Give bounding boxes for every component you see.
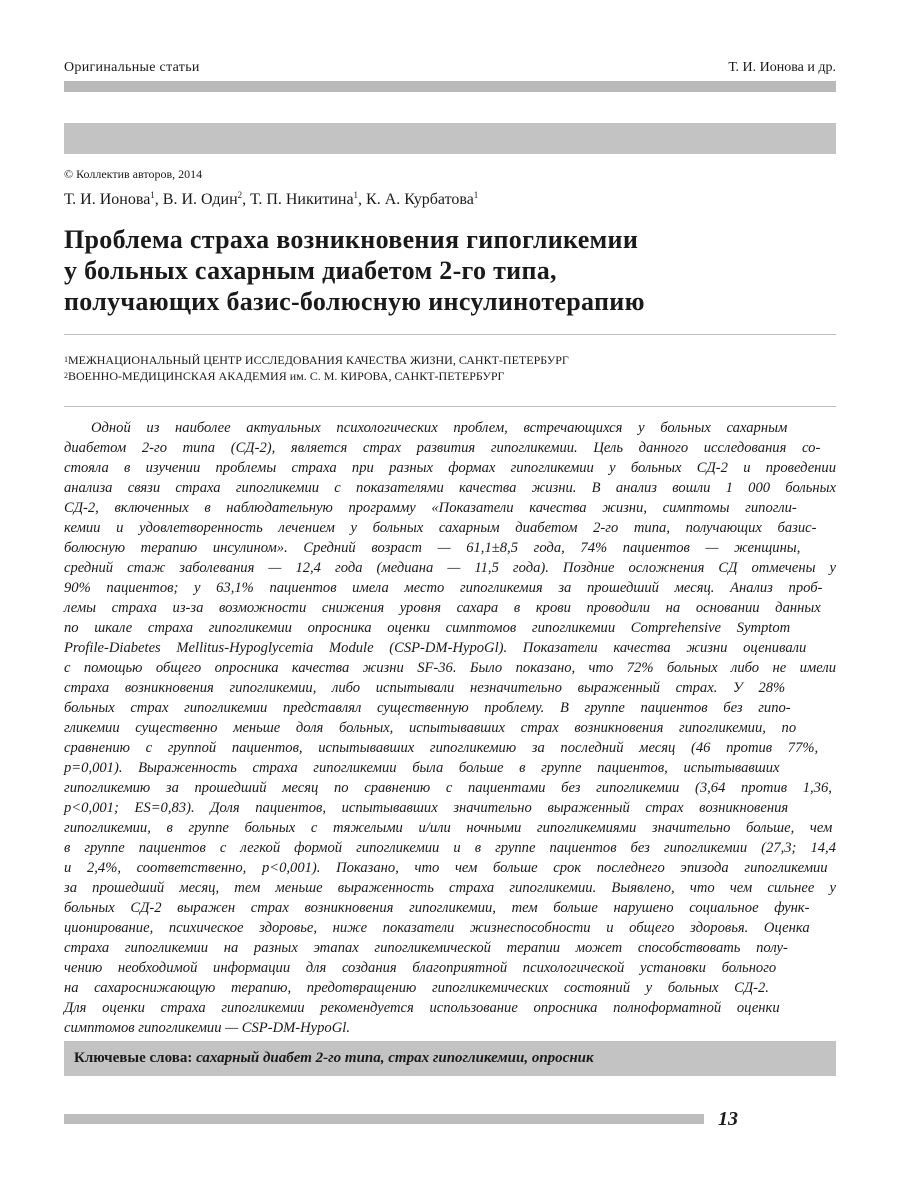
title-line: Проблема страха возникновения гипогликемии <box>64 225 639 254</box>
page-number: 13 <box>718 1108 738 1130</box>
abstract-line: больных СД-2 выражен страх возникновения гипогликемии, тем больше нарушено социальное функ- <box>64 900 810 916</box>
abstract-line: на сахароснижающую терапию, предотвращению гипогликемических состояний у больных СД-2. <box>64 980 769 996</box>
affiliation-divider <box>64 406 836 407</box>
copyright-line: © Коллектив авторов, 2014 <box>64 167 203 181</box>
abstract-line: больных страх гипогликемии представлял существенную проблему. В группе пациентов без гипо- <box>64 700 791 716</box>
footer-rule <box>64 1114 704 1124</box>
abstract-line: стояла в изучении проблемы страха при разных формах гипогликемии у больных СД-2 и проведении <box>64 460 836 476</box>
running-head-section: Оригинальные статьи <box>64 60 200 75</box>
abstract-line: болюсную терапию инсулином». Средний возраст — 61,1±8,5 года, 74% пациентов — женщины, <box>64 540 801 556</box>
abstract-line: 90% пациентов; у 63,1% пациентов имела место гипогликемия за прошедший месяц. Анализ проб- <box>64 580 823 596</box>
abstract-line: страха гипогликемии на разных этапах гипогликемической терапии может способствовать полу- <box>64 940 788 956</box>
abstract-line: анализа связи страха гипогликемии с показателями качества жизни. В анализ вошли 1 000 больных <box>64 480 836 496</box>
author-name: В. И. Один <box>162 191 238 208</box>
title-line: у больных сахарным диабетом 2-го типа, <box>64 256 557 285</box>
abstract-line: Profile-Diabetes Mellitus-Hypoglycemia Module (CSP-DM-HypoGl). Показатели качества жизни оценивали <box>64 640 807 656</box>
keywords-label: Ключевые слова: <box>74 1050 193 1066</box>
abstract-line: гипогликемию за прошедший месяц по сравнению с пациентами без гипогликемии (3,64 против 1,36, <box>64 780 832 796</box>
author-name: Т. И. Ионова <box>64 191 151 208</box>
abstract-line: и 2,4%, соответственно, p<0,001). Показано, что чем больше срок последнего эпизода гипогликемии <box>64 860 828 876</box>
abstract-line: диабетом 2-го типа (СД-2), является страх развития гипогликемии. Цель данного исследования со- <box>64 440 821 456</box>
affiliation-item <box>64 368 569 384</box>
author-name: Т. П. Никитина <box>250 191 354 208</box>
affiliation-text: ВОЕННО-МЕДИЦИНСКАЯ АКАДЕМИЯ им. С. М. КИРОВА, САНКТ-ПЕТЕРБУРГ <box>68 369 505 383</box>
author-affiliation-mark: 1 <box>353 190 359 200</box>
header-rule <box>64 81 836 92</box>
abstract-line: кемии и удовлетворенность лечением у больных сахарным диабетом 2-го типа, получающих базис- <box>64 520 817 536</box>
affiliation-text: МЕЖНАЦИОНАЛЬНЫЙ ЦЕНТР ИССЛЕДОВАНИЯ КАЧЕСТВА ЖИЗНИ, САНКТ-ПЕТЕРБУРГ <box>68 353 569 367</box>
affiliation-number: 2 <box>64 371 68 380</box>
abstract-line: гипогликемии, в группе больных с тяжелыми и/или ночными гипогликемиями значительно больше, чем <box>64 820 833 836</box>
author-list: Т. И. Ионова$^1$, В. И. Один$^2$, Т. П. Никитина$^1$, К. А. Курбатова$^1$ <box>64 190 479 208</box>
author-affiliation-mark: 2 <box>237 190 243 200</box>
abstract-line: Для оценки страха гипогликемии рекомендуется использование опросника полноформатной оценки <box>64 1000 780 1016</box>
abstract-line: средний стаж заболевания — 12,4 года (медиана — 11,5 года). Поздние осложнения СД отмечены у <box>64 560 836 576</box>
abstract-line: страха возникновения гипогликемии, либо испытывали незначительно выраженный страх. У 28% <box>64 680 786 696</box>
author-affiliation-mark: 1 <box>150 190 155 200</box>
keywords-box <box>64 1041 836 1076</box>
abstract-line: p<0,001; ES=0,83). Доля пациентов, испытывавших значительно выраженный страх возникновения <box>64 800 789 816</box>
abstract-line: по шкале страха гипогликемии опросника оценки симптомов гипогликемии Comprehensive Symptom <box>64 620 791 636</box>
abstract-line: гликемии существенно меньше доля больных, испытывавших страх возникновения гипогликемии, по <box>64 720 797 736</box>
affiliation-list <box>64 352 569 384</box>
author-name: К. А. Курбатова <box>366 191 474 208</box>
abstract-line: за прошедший месяц, тем меньше выраженность страха гипогликемии. Выявлено, что чем сильнее у <box>64 880 836 896</box>
affiliation-number: 1 <box>64 355 68 364</box>
abstract-line: лемы страха из-за возможности снижения уровня сахара в крови проводили на основании данных <box>64 600 821 616</box>
abstract-line: p=0,001). Выраженность страха гипогликемии была больше в группе пациентов, испытывавших <box>64 760 780 776</box>
abstract <box>64 418 836 1038</box>
author-affiliation-mark: 1 <box>473 190 479 200</box>
section-banner <box>64 123 836 154</box>
title-line: получающих базис-болюсную инсулинотерапию <box>64 287 645 316</box>
abstract-line: в группе пациентов с легкой формой гипогликемии и в группе пациентов без гипогликемии (27,3; 14,4 <box>64 840 836 856</box>
affiliation-item <box>64 352 569 368</box>
abstract-line: Одной из наиболее актуальных психологических проблем, встречающихся у больных сахарным <box>91 420 788 436</box>
abstract-line: чению необходимой информации для создания благоприятной психологической установки больного <box>64 960 777 976</box>
article-title <box>64 224 844 317</box>
title-divider <box>64 334 836 335</box>
abstract-line: СД-2, включенных в наблюдательную программу «Показатели качества жизни, симптомы гипогли- <box>64 500 797 516</box>
abstract-line: с помощью общего опросника качества жизни SF-36. Было показано, что 72% больных либо не имели <box>64 660 836 676</box>
abstract-line: симптомов гипогликемии — CSP-DM-HypoGl. <box>64 1020 350 1036</box>
running-head-authors: Т. И. Ионова и др. <box>728 60 836 75</box>
keywords-text: сахарный диабет 2-го типа, страх гипогликемии, опросник <box>196 1050 594 1066</box>
abstract-line: сравнению с группой пациентов, испытывавших гипогликемию за последний месяц (46 против 77%, <box>64 740 819 756</box>
abstract-line: ционирование, психическое здоровье, ниже показатели жизнеспособности и общего здоровья. Оценка <box>64 920 810 936</box>
